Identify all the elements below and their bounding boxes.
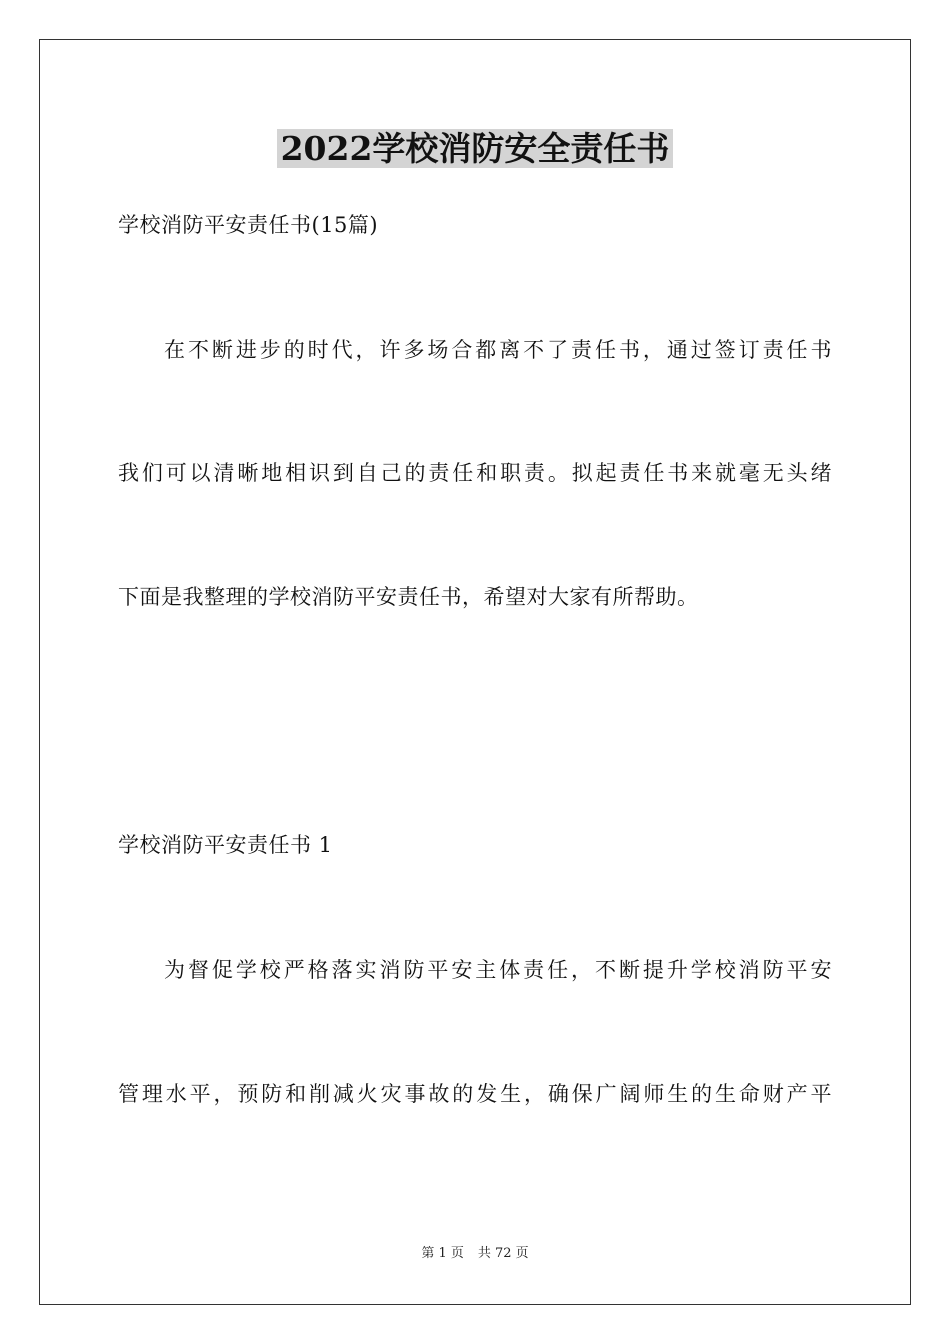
- intro-line-2: 我们可以清晰地相识到自己的责任和职责。拟起责任书来就毫无头绪: [118, 461, 832, 485]
- page-total: 共 72 页: [477, 1246, 529, 1261]
- document-title-text: 2022学校消防安全责任书: [277, 129, 674, 168]
- section-line-1: 为督促学校严格落实消防平安主体责任，不断提升学校消防平安: [164, 958, 832, 982]
- section-heading: 学校消防平安责任书 1: [118, 833, 333, 857]
- section-line-2: 管理水平，预防和削减火灾事故的发生，确保广阔师生的生命财产平: [118, 1082, 832, 1106]
- page-footer: [0, 1245, 950, 1263]
- page-number: 第 1 页: [421, 1246, 464, 1261]
- intro-line-1: 在不断进步的时代，许多场合都离不了责任书，通过签订责任书: [164, 338, 832, 362]
- document-subtitle: 学校消防平安责任书(15篇): [118, 213, 379, 237]
- document-title: [0, 128, 950, 170]
- intro-line-3: 下面是我整理的学校消防平安责任书，希望对大家有所帮助。: [118, 585, 699, 609]
